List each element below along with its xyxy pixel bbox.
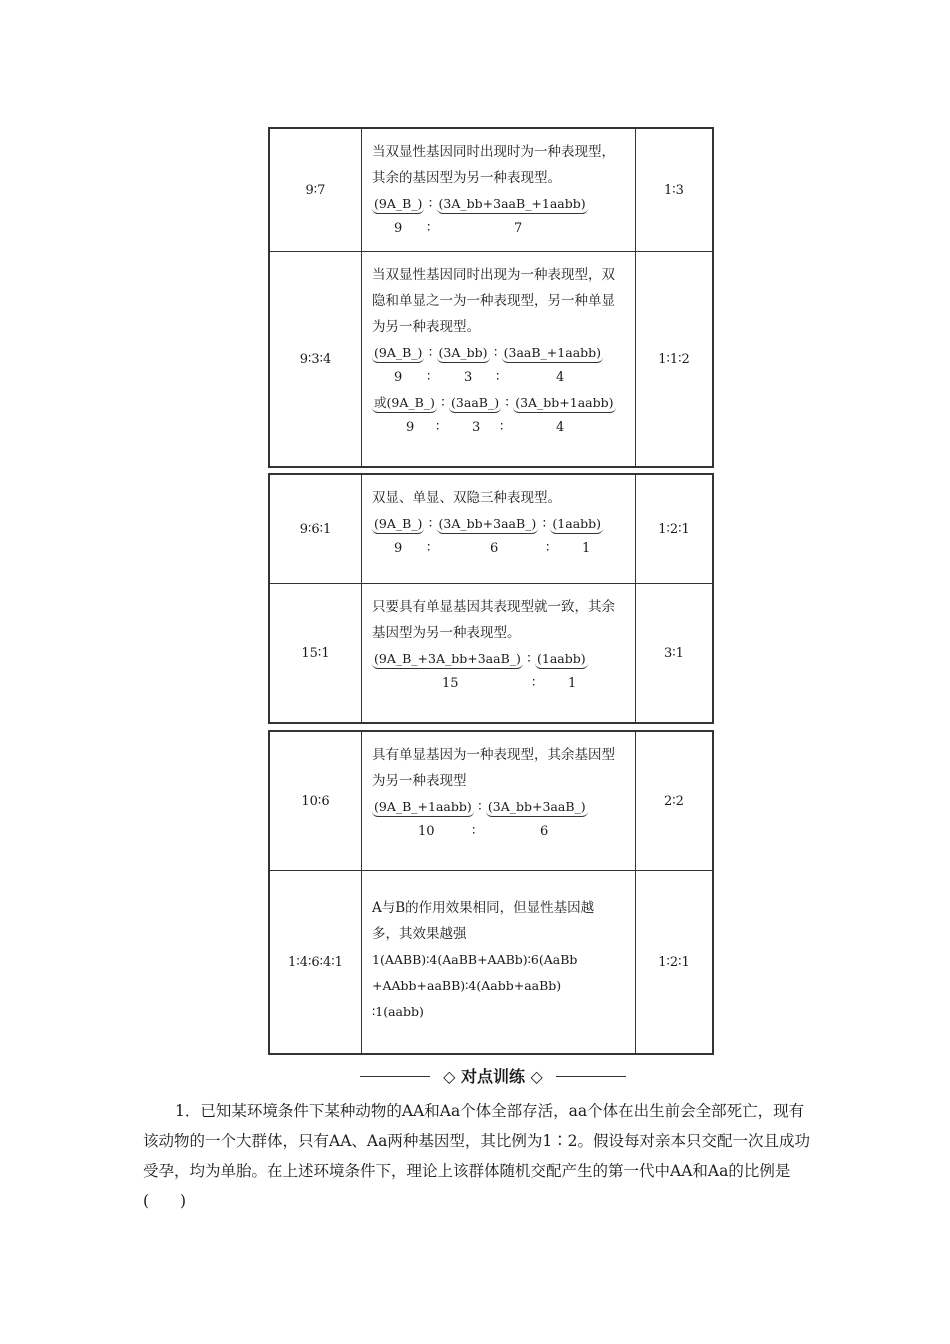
table-row	[270, 252, 712, 466]
ratio-sep: ∶	[493, 345, 498, 361]
formula-line	[372, 340, 627, 366]
formula-group: (3A_bb)	[437, 344, 490, 363]
testcross-cell: 1∶2∶1	[658, 954, 690, 970]
ratio-sep: ∶	[527, 651, 531, 667]
explanation-cell	[362, 252, 636, 466]
formula-line	[372, 390, 627, 416]
ratio-sep: ∶	[542, 516, 547, 532]
testcross-cell: 1∶1∶2	[658, 351, 690, 367]
formula-group: (9A_B_)	[372, 195, 424, 214]
num-sep: ∶	[427, 221, 431, 236]
ratio-numbers	[372, 217, 627, 241]
num: 7	[514, 221, 523, 236]
ratio-numbers	[372, 416, 627, 440]
table-row	[270, 129, 712, 252]
formula-group: (3A_bb+3aaB_)	[486, 798, 588, 817]
formula-line	[372, 191, 627, 217]
ratio-numbers	[372, 672, 627, 696]
formula-group: (9A_B_+3A_bb+3aaB_)	[372, 650, 523, 669]
text-line: 其余的基因型为另一种表现型。	[372, 170, 561, 186]
explanation-cell	[362, 475, 636, 583]
ratio-numbers	[372, 537, 627, 561]
formula-group: (9A_B_+1aabb)	[372, 798, 474, 817]
ratio-table-part-2	[268, 473, 714, 724]
ratio-sep: ∶	[428, 196, 433, 212]
text-line: 具有单显基因为一种表现型，其余基因型	[372, 747, 615, 763]
text-line: 为另一种表现型	[372, 773, 467, 789]
ratio-sep: ∶	[441, 395, 445, 411]
text-line: 基因型为另一种表现型。	[372, 625, 521, 641]
ratio-sep: ∶	[478, 799, 482, 815]
ratio-cell: 10∶6	[270, 732, 362, 870]
num: 9	[394, 370, 403, 385]
num: 6	[540, 824, 549, 839]
num-sep: ∶	[427, 370, 431, 385]
formula-group: (9A_B_)	[372, 344, 424, 363]
formula-group: (3A_bb+1aabb)	[513, 394, 615, 413]
testcross-cell: 1∶2∶1	[658, 521, 690, 537]
formula-group: 或(9A_B_)	[372, 394, 437, 413]
text-line: 隐和单显之一为一种表现型，另一种单显	[372, 293, 615, 309]
formula-group: (1aabb)	[550, 515, 603, 534]
text-line: 1(AABB)∶4(AaBB+AABb)∶6(AaBb	[372, 952, 578, 967]
formula-group: (3A_bb+3aaB_+1aabb)	[437, 195, 588, 214]
num: 1	[582, 541, 591, 556]
num-sep: ∶	[427, 541, 431, 556]
ratio-numbers	[372, 820, 627, 844]
text-line: 多，其效果越强	[372, 926, 467, 942]
num: 3	[472, 420, 481, 435]
num: 4	[556, 370, 565, 385]
num: 9	[394, 541, 403, 556]
text-line: A与B的作用效果相同，但显性基因越	[372, 900, 595, 916]
table-row	[270, 871, 712, 1053]
num: 10	[418, 824, 435, 839]
ratio-numbers	[372, 366, 627, 390]
explanation-cell	[362, 584, 636, 722]
text-line: +AAbb+aaBB)∶4(Aabb+aaBb)	[372, 978, 562, 993]
formula-group: (3A_bb+3aaB_)	[437, 515, 539, 534]
num: 9	[394, 221, 403, 236]
question-1	[143, 1096, 815, 1216]
ratio-cell: 9∶3∶4	[270, 252, 362, 466]
formula-group: (3aaB_)	[449, 394, 501, 413]
text-line: ∶1(aabb)	[372, 1004, 424, 1019]
num: 9	[406, 420, 415, 435]
question-text: 1．已知某环境条件下某种动物的AA和Aa个体全部存活，aa个体在出生前会全部死亡，现有该动物的一个大群体，只有AA、Aa两种基因型，其比例为1∶2。假设每对亲本只交配一次且成功受孕，均为单胎。在上述环境条件下，理论上该群体随机交配产生的第一代中AA和Aa的比例是( )	[143, 1102, 811, 1210]
num-sep: ∶	[472, 824, 476, 839]
ratio-sep: ∶	[428, 516, 433, 532]
formula-group: (3aaB_+1aabb)	[502, 344, 603, 363]
explanation-cell	[362, 871, 636, 1053]
num-sep: ∶	[436, 420, 440, 435]
text-line: 为另一种表现型。	[372, 319, 480, 335]
text-line: 只要具有单显基因其表现型就一致，其余	[372, 599, 615, 615]
ratio-sep: ∶	[505, 395, 509, 411]
num-sep: ∶	[546, 541, 550, 556]
num-sep: ∶	[496, 370, 500, 385]
testcross-cell: 3∶1	[664, 645, 684, 661]
ratio-table-part-3	[268, 730, 714, 1055]
testcross-cell: 1∶3	[664, 182, 684, 198]
table-row	[270, 584, 712, 722]
testcross-cell: 2∶2	[664, 793, 684, 809]
num: 6	[490, 541, 499, 556]
num: 15	[442, 676, 459, 691]
explanation-cell	[362, 732, 636, 870]
formula-line	[372, 511, 627, 537]
section-title: ◇ 对点训练 ◇	[360, 1064, 626, 1087]
num: 4	[556, 420, 565, 435]
num-sep: ∶	[500, 420, 504, 435]
text-line: 当双显性基因同时出现时为一种表现型，	[372, 144, 615, 160]
explanation-cell	[362, 129, 636, 251]
num: 3	[464, 370, 473, 385]
ratio-cell: 9∶6∶1	[270, 475, 362, 583]
num-sep: ∶	[532, 676, 536, 691]
ratio-cell: 9∶7	[270, 129, 362, 251]
formula-group: (1aabb)	[535, 650, 588, 669]
formula-line	[372, 646, 627, 672]
text-line: 双显、单显、双隐三种表现型。	[372, 490, 561, 506]
ratio-table-part-1	[268, 127, 714, 468]
formula-line	[372, 794, 627, 820]
num: 1	[568, 676, 577, 691]
ratio-sep: ∶	[428, 345, 433, 361]
ratio-cell: 15∶1	[270, 584, 362, 722]
text-line: 当双显性基因同时出现为一种表现型，双	[372, 267, 615, 283]
table-row	[270, 475, 712, 584]
ratio-cell: 1∶4∶6∶4∶1	[270, 871, 362, 1053]
formula-group: (9A_B_)	[372, 515, 424, 534]
table-row	[270, 732, 712, 871]
